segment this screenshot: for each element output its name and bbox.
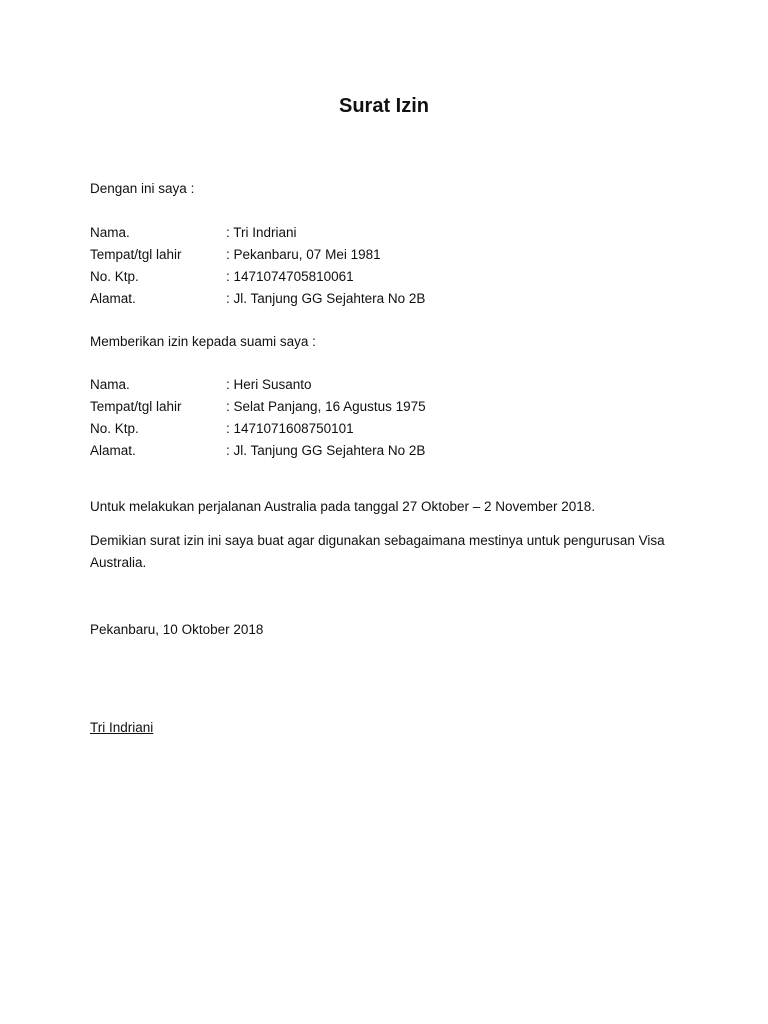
field-label: No. Ktp. — [90, 421, 139, 436]
travel-line: Untuk melakukan perjalanan Australia pada tanggal 27 Oktober – 2 November 2018. — [90, 499, 596, 514]
page-title: Surat Izin — [338, 95, 429, 117]
field-label: No. Ktp. — [90, 269, 139, 284]
signatory-name: Tri Indriani — [90, 720, 154, 735]
field-label: Alamat. — [90, 291, 136, 306]
field-label: Nama. — [90, 225, 130, 240]
field-value: : Tri Indriani — [226, 225, 297, 240]
field-label: Alamat. — [90, 443, 136, 458]
intro-line: Dengan ini saya : — [90, 181, 195, 196]
field-value: : Selat Panjang, 16 Agustus 1975 — [226, 399, 426, 414]
place-date: Pekanbaru, 10 Oktober 2018 — [90, 622, 264, 637]
field-label: Tempat/tgl lahir — [90, 399, 182, 414]
field-label: Tempat/tgl lahir — [90, 247, 182, 262]
closing-paragraph: Demikian surat izin ini saya buat agar digunakan sebagaimana mestinya untuk pengurusan Visa Australia. — [90, 533, 665, 570]
field-value: : 1471071608750101 — [226, 421, 354, 436]
field-value: : 1471074705810061 — [226, 269, 354, 284]
field-value: : Jl. Tanjung GG Sejahtera No 2B — [226, 291, 426, 306]
field-value: : Pekanbaru, 07 Mei 1981 — [226, 247, 381, 262]
field-label: Nama. — [90, 377, 130, 392]
permission-line: Memberikan izin kepada suami saya : — [90, 334, 316, 349]
field-value: : Jl. Tanjung GG Sejahtera No 2B — [226, 443, 426, 458]
field-value: : Heri Susanto — [226, 377, 312, 392]
